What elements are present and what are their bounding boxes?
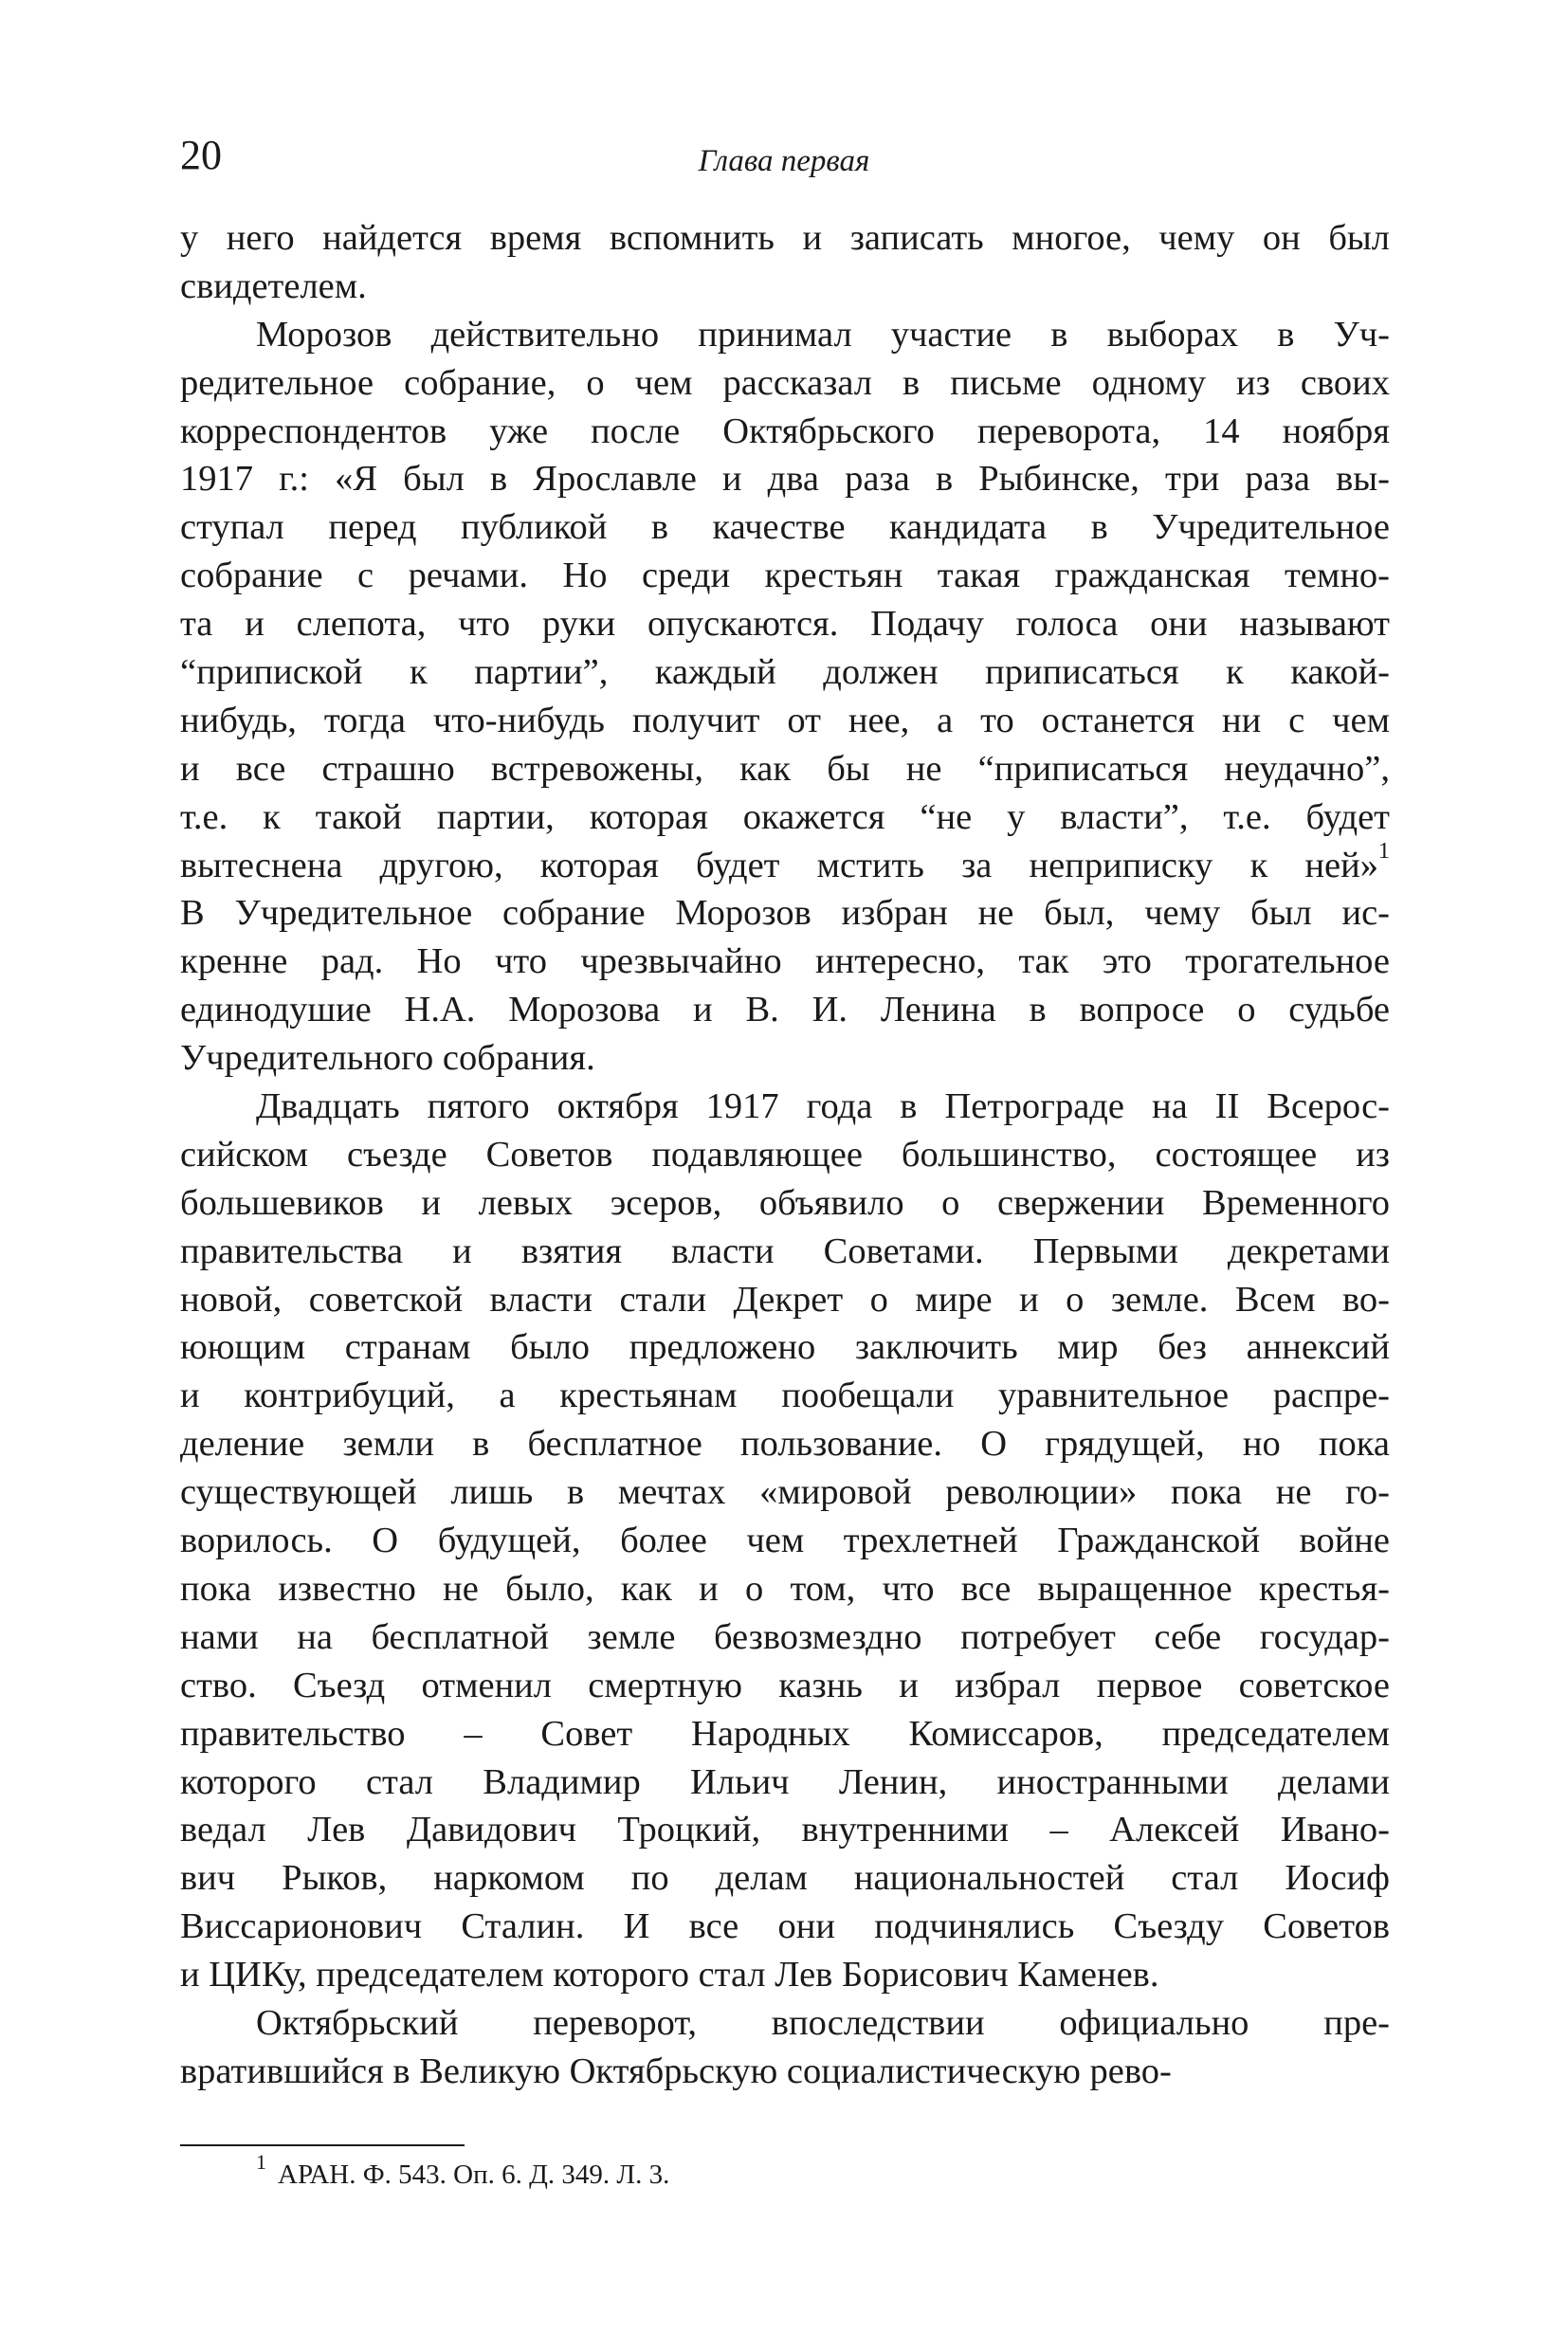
body-text (180, 214, 1390, 2096)
text-line: правительство – Совет Народных Комиссаров, председателем (180, 1713, 1390, 1754)
text-line: Морозов действительно принимал участие в выборах в Уч- (256, 314, 1390, 355)
text-line: вич Рыков, наркомом по делам национальностей стал Иосиф (180, 1858, 1390, 1899)
footnote-divider (180, 2144, 465, 2146)
text-line: ведал Лев Давидович Троцкий, внутренними – Алексей Ивано- (180, 1810, 1390, 1850)
page-number: 20 (180, 132, 222, 178)
text-line: ступал перед публикой в качестве кандидата в Учредительное (180, 507, 1390, 548)
text-line: ворилось. О будущей, более чем трехлетней Гражданской войне (180, 1521, 1390, 1561)
footnote (256, 2150, 670, 2192)
text-line: корреспондентов уже после Октябрьского переворота, 14 ноября (180, 410, 1390, 451)
text-line: свидетелем. (180, 265, 367, 306)
text-line: новой, советской власти стали Декрет о мире и о земле. Всем во- (180, 1279, 1390, 1320)
text-line: нибудь, тогда что-нибудь получит от нее, а то останется ни с чем (180, 700, 1390, 740)
running-head: Глава первая (698, 144, 870, 178)
text-line: редительное собрание, о чем рассказал в письме одному из своих (180, 362, 1390, 403)
text-line: “припиской к партии”, каждый должен приписаться к какой- (180, 652, 1390, 693)
text-line: Октябрьский переворот, впоследствии официально пре- (256, 2002, 1390, 2043)
paragraph (180, 1999, 1390, 2096)
text-line: и контрибуций, а крестьянам пообещали уравнительное распре- (180, 1376, 1390, 1416)
text-line: кренне рад. Но что чрезвычайно интересно, так это трогательное (180, 941, 1390, 982)
text-line: та и слепота, что руки опускаются. Подачу голоса они называют (180, 604, 1390, 645)
text-line: сийском съезде Советов подавляющее большинство, состоящее из (180, 1134, 1390, 1175)
footnote-text: АРАН. Ф. 543. Оп. 6. Д. 349. Л. 3. (278, 2160, 670, 2190)
footnote-reference[interactable]: 1 (1378, 838, 1390, 864)
text-line: Двадцать пятого октября 1917 года в Петрограде на II Всерос- (256, 1086, 1390, 1127)
text-line (180, 838, 1390, 890)
paragraph (180, 1083, 1390, 1999)
text-line: ство. Съезд отменил смертную казнь и избрал первое советское (180, 1665, 1390, 1705)
text-line: пока известно не было, как и о том, что все выращенное крестья- (180, 1568, 1390, 1609)
text-line: собрание с речами. Но среди крестьян такая гражданская темно- (180, 556, 1390, 596)
text-line: большевиков и левых эсеров, объявило о свержении Временного (180, 1182, 1390, 1223)
text-line: вратившийся в Великую Октябрьскую социалистическую рево- (180, 2050, 1172, 2091)
text-line: нами на бесплатной земле безвозмездно потребует себе государ- (180, 1616, 1390, 1657)
text-line: существующей лишь в мечтах «мировой революции» пока не го- (180, 1472, 1390, 1513)
text-line: правительства и взятия власти Советами. Первыми декретами (180, 1230, 1390, 1271)
text-line: деление земли в бесплатное пользование. О грядущей, но пока (180, 1424, 1390, 1465)
paragraph (180, 214, 1390, 311)
footnote-mark: 1 (256, 2150, 266, 2175)
text-line: единодушие Н.А. Морозова и В. И. Ленина в вопросе о судьбе (180, 990, 1390, 1030)
text-line: Виссарионович Сталин. И все они подчинялись Съезду Советов (180, 1906, 1390, 1947)
text-line: у него найдется время вспомнить и записать многое, чему он был (180, 218, 1390, 258)
text-line: Учредительного собрания. (180, 1038, 595, 1079)
text-line-content: вытеснена другою, которая будет мстить за неприписку к ней» (180, 845, 1378, 885)
text-line: юющим странам было предложено заключить мир без аннексий (180, 1327, 1390, 1368)
text-line: т.е. к такой партии, которая окажется “не у власти”, т.е. будет (180, 796, 1390, 837)
text-line: и ЦИКу, председателем которого стал Лев Борисович Каменев. (180, 1955, 1159, 1996)
text-line: В Учредительное собрание Морозов избран не был, чему был ис- (180, 893, 1390, 934)
paragraph (180, 311, 1390, 1083)
text-line: 1917 г.: «Я был в Ярославле и два раза в Рыбинске, три раза вы- (180, 459, 1390, 500)
text-line: и все страшно встревожены, как бы не “приписаться неудачно”, (180, 748, 1390, 789)
text-line: которого стал Владимир Ильич Ленин, иностранными делами (180, 1761, 1390, 1802)
